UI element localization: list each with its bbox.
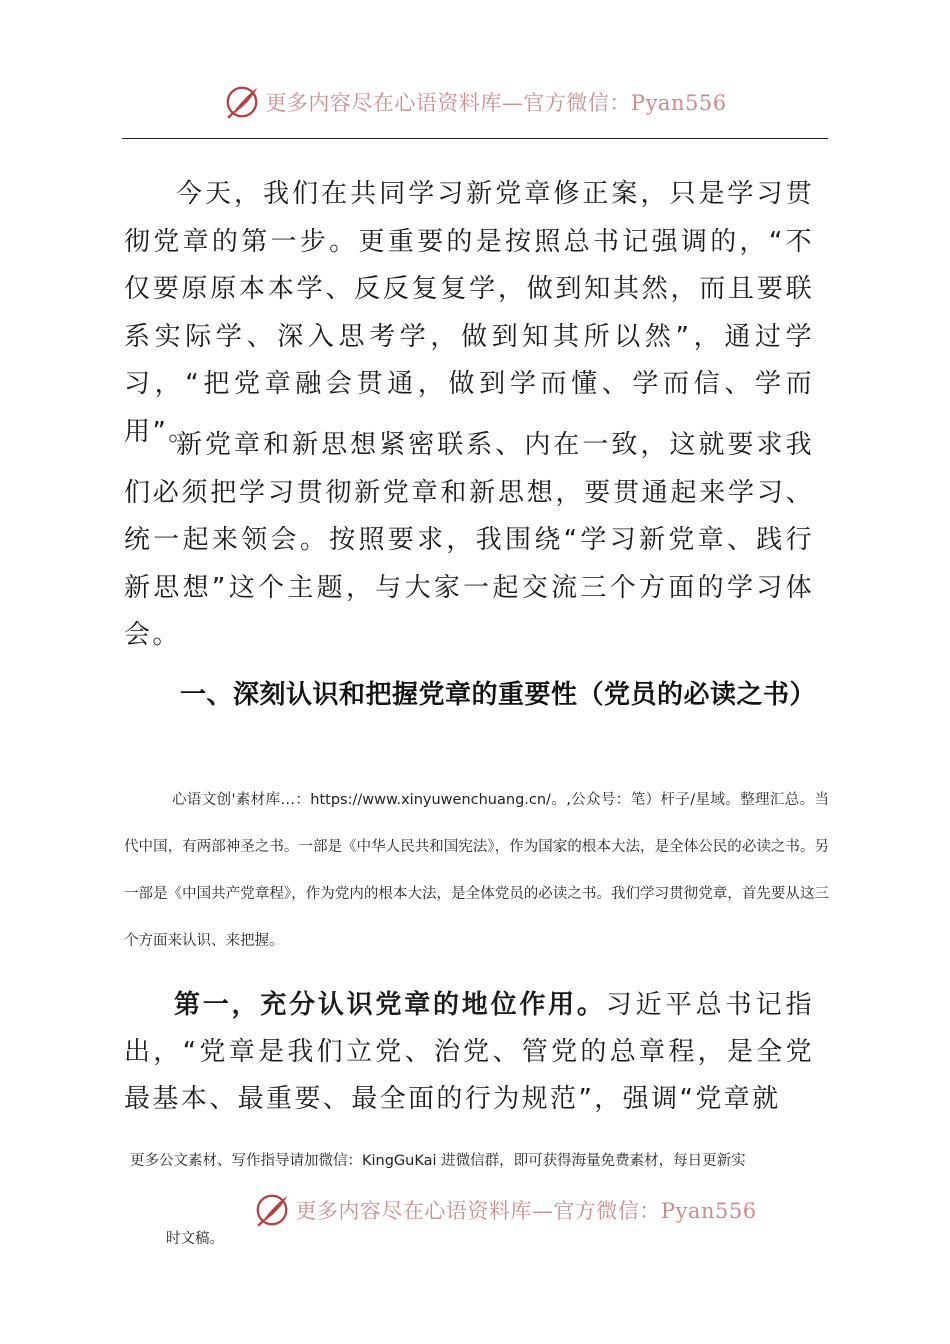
paragraph-2: 新党章和新思想紧密联系、内在一致，这就要求我们必须把学习贯彻新党章和新思想，要贯通起来学习、统一起来领会。按照要求，我围绕“学习新党章、践行新思想”这个主题，与大家一起交流三个方面的学习体会。: [124, 430, 814, 650]
paragraph-3-lead: 第一，充分认识党章的地位作用。: [174, 990, 606, 1020]
paragraph-1: 今天，我们在共同学习新党章修正案，只是学习贯彻党章的第一步。更重要的是按照总书记强调的，“不仅要原原本本学、反反复复学，做到知其然，而且要联系实际学、深入思考学，做到知其所以然”，通过学习，“把党章融会贯通，做到学而懂、学而信、学而用”。: [124, 179, 814, 447]
header-divider: [122, 138, 828, 139]
footer-note: 更多公文素材、写作指导请加微信：KingGuKai 进微信群，即可获得海量免费素材，每日更新实: [130, 1153, 746, 1169]
paragraph-3-body: 习近平总书记指出，“党章是我们立党、治党、管党的总章程，是全党最基本、最重要、最全面的行为规范”，强调“党章就: [124, 990, 814, 1114]
header-watermark-text: 更多内容尽在心语资料库—官方微信：Pyan556: [265, 91, 727, 115]
footer-watermark-text: 更多内容尽在心语资料库—官方微信：Pyan556: [295, 1199, 757, 1223]
small-paragraph: 心语文创'素材库…：https://www.xinyuwenchuang.cn/。,公众号：笔）杆子/星域。整理汇总。当代中国，有两部神圣之书。一部是《中华人民共和国宪法》，作为国家的根本大法，是全体公民的必读之书。另一部是《中国共产党章程》，作为党内的根本大法，是全体党员的必读之书。我们学习贯彻党章，首先要从这三个方面来认识、来把握。: [124, 792, 829, 949]
quill-pen-logo-icon: [223, 83, 261, 121]
section-heading-1: 一、深刻认识和把握党章的重要性（党员的必读之书）: [180, 680, 817, 710]
header-watermark: [0, 82, 950, 122]
footer-note-tail: 时文稿。: [166, 1231, 224, 1247]
quill-pen-logo-icon: [253, 1191, 291, 1229]
paragraph-3: [124, 982, 814, 1123]
